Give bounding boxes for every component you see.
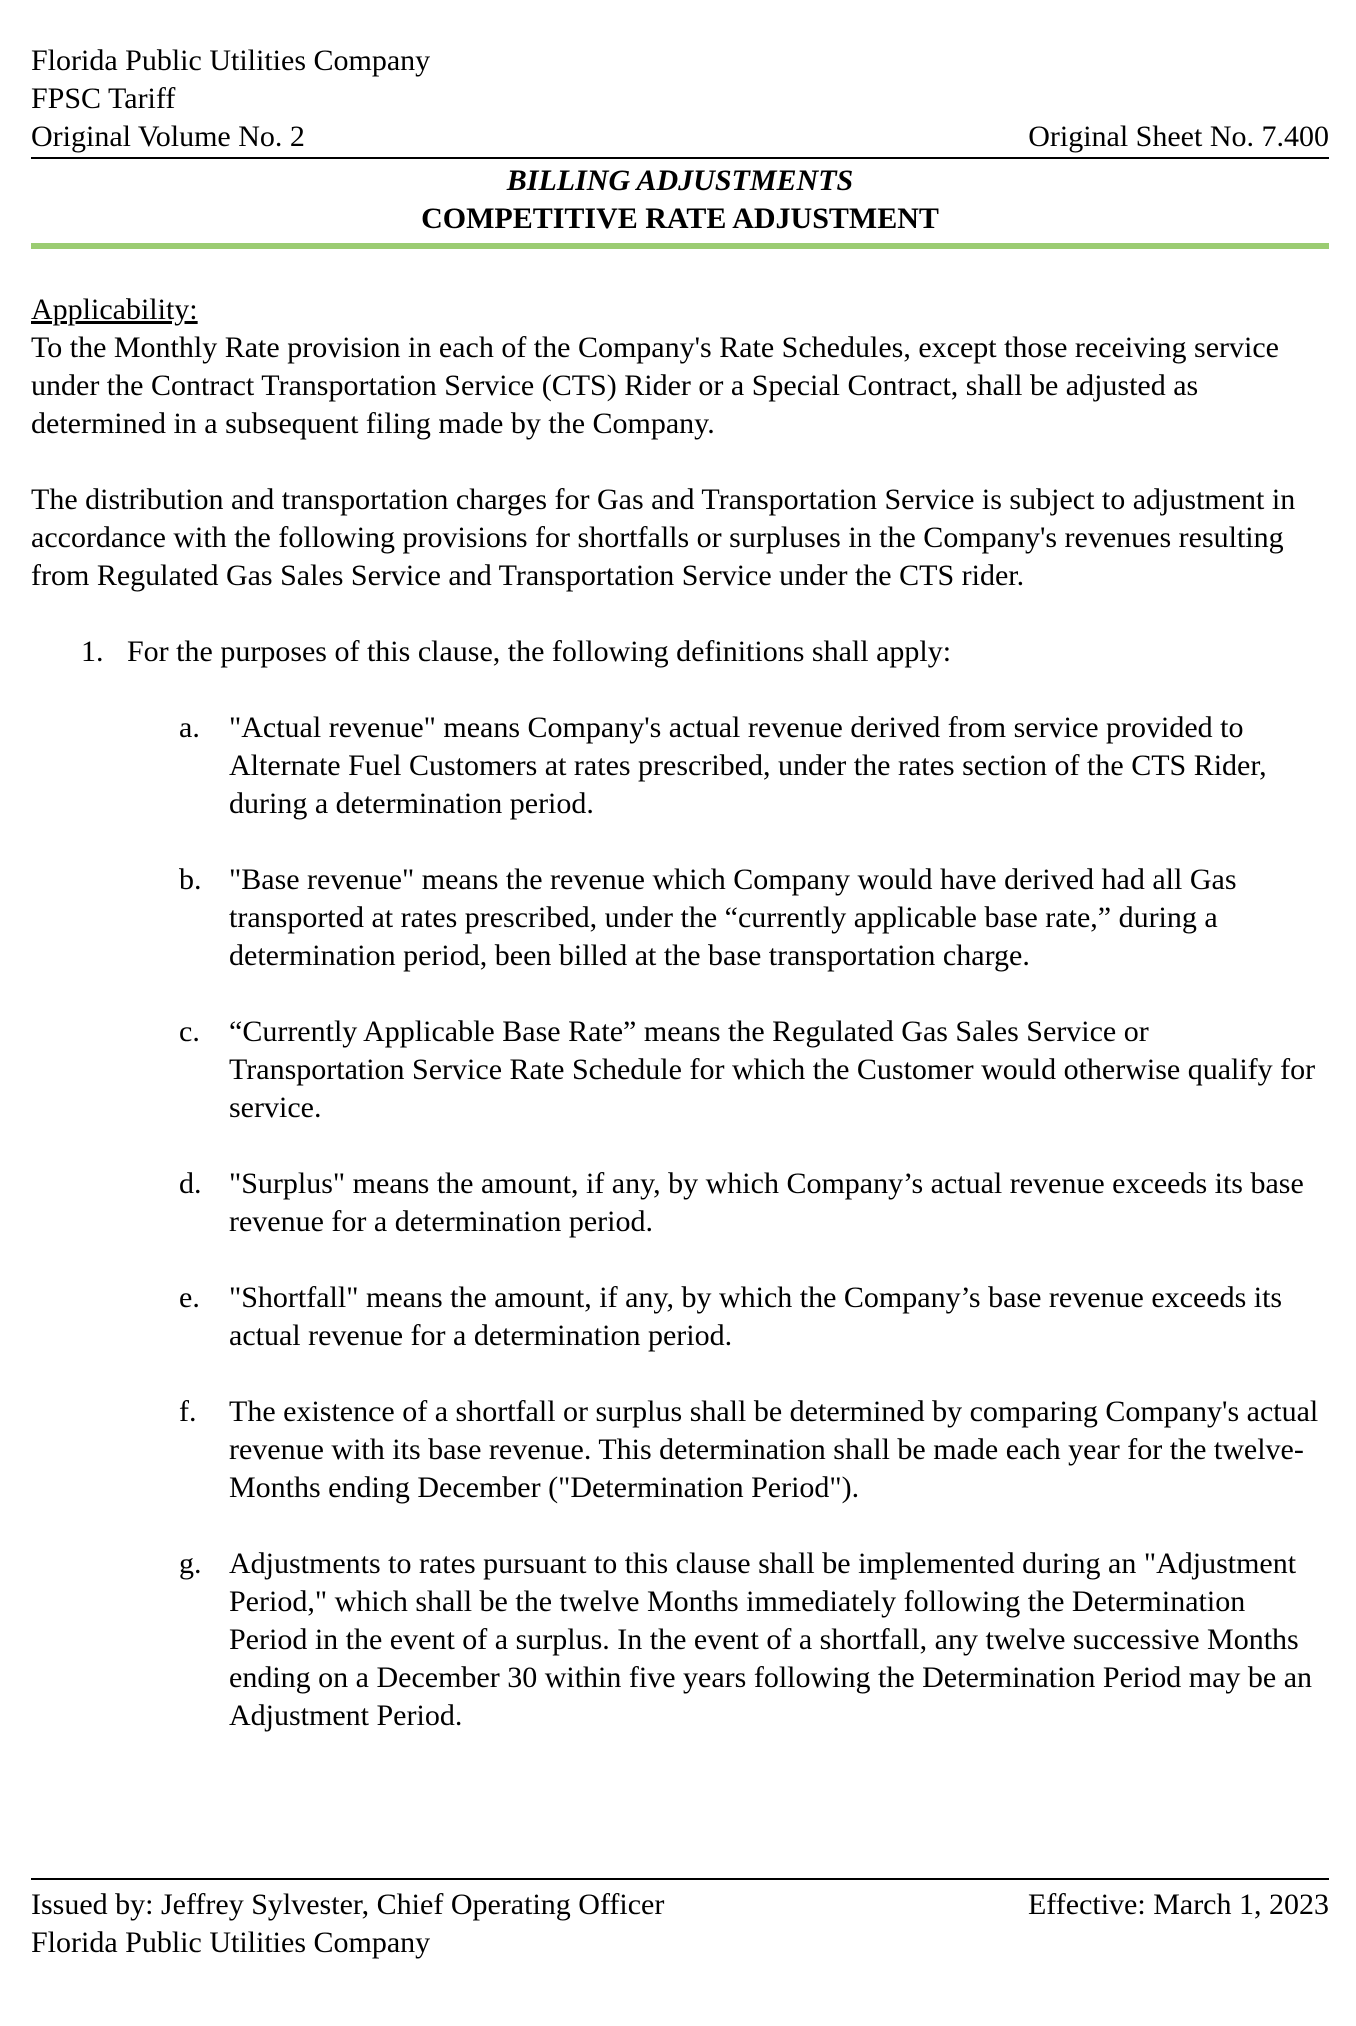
definition-item — [31, 1165, 1329, 1241]
definition-item — [31, 1279, 1329, 1355]
definition-text: "Base revenue" means the revenue which Company would have derived had all Gas transported at rates prescribed, under the “currently applicable base rate,” during a determination period, been billed at the base transportation charge. — [229, 863, 1237, 972]
applicability-heading: Applicability: — [31, 293, 198, 326]
header-rule — [31, 157, 1329, 159]
definition-letter: b. — [179, 863, 202, 896]
issued-by: Issued by: Jeffrey Sylvester, Chief Operating Officer — [31, 1888, 665, 1921]
page-footer — [31, 1878, 1329, 1962]
definitions-list — [31, 709, 1329, 1735]
definition-letter: a. — [179, 711, 200, 744]
header-volume: Original Volume No. 2 — [31, 120, 305, 153]
definition-text: The existence of a shortfall or surplus shall be determined by comparing Company's actual revenue with its base revenue. This determination shall be made each year for the twelve-Months ending December ("Determination Period"). — [229, 1395, 1319, 1504]
definition-item — [31, 1393, 1329, 1507]
definition-item — [31, 861, 1329, 975]
definition-text: “Currently Applicable Base Rate” means the Regulated Gas Sales Service or Transportation Service Rate Schedule for which the Customer would otherwise qualify for service. — [229, 1015, 1316, 1124]
title-block — [31, 162, 1329, 238]
header-tariff: FPSC Tariff — [31, 82, 176, 115]
definition-letter: d. — [179, 1167, 202, 1200]
footer-issued-row — [31, 1886, 1329, 1924]
item-text: For the purposes of this clause, the following definitions shall apply: — [127, 635, 952, 668]
effective-date: Effective: March 1, 2023 — [1027, 1888, 1329, 1921]
definition-text: "Surplus" means the amount, if any, by which Company’s actual revenue exceeds its base revenue for a determination period. — [229, 1167, 1304, 1238]
definition-letter: g. — [179, 1547, 202, 1580]
numbered-item-1 — [31, 633, 1329, 671]
definition-item — [31, 1013, 1329, 1127]
subject-title: COMPETITIVE RATE ADJUSTMENT — [421, 202, 939, 235]
accent-divider — [31, 243, 1329, 249]
section-title: BILLING ADJUSTMENTS — [506, 164, 854, 197]
tariff-page — [31, 42, 1329, 1773]
definition-letter: e. — [179, 1281, 200, 1314]
definition-item — [31, 1545, 1329, 1735]
paragraph-1: To the Monthly Rate provision in each of the Company's Rate Schedules, except those receiving service under the Contract Transportation Service (CTS) Rider or a Special Contract, shall be adjusted as determined in a subsequent filing made by the Company. — [31, 331, 1279, 440]
item-number: 1. — [81, 635, 104, 668]
definition-text: "Shortfall" means the amount, if any, by which the Company’s base revenue exceeds its actual revenue for a determination period. — [229, 1281, 1283, 1352]
header-volume-row — [31, 118, 1329, 156]
definition-letter: f. — [179, 1395, 197, 1428]
definition-text: "Actual revenue" means Company's actual revenue derived from service provided to Alternate Fuel Customers at rates prescribed, under the rates section of the CTS Rider, during a determination period. — [229, 711, 1267, 820]
footer-rule — [31, 1878, 1329, 1880]
definition-letter: c. — [179, 1015, 200, 1048]
definition-text: Adjustments to rates pursuant to this clause shall be implemented during an "Adjustment Period," which shall be the twelve Months immediately following the Determination Period in the event of a surplus. In the event of a shortfall, any twelve successive Months ending on a December 30 within five years following the Determination Period may be an Adjustment Period. — [229, 1547, 1313, 1732]
header-company: Florida Public Utilities Company — [31, 44, 431, 77]
footer-company: Florida Public Utilities Company — [31, 1926, 431, 1959]
paragraph-2: The distribution and transportation charges for Gas and Transportation Service is subject to adjustment in accordance with the following provisions for shortfalls or surpluses in the Company's revenues resulting from Regulated Gas Sales Service and Transportation Service under the CTS rider. — [31, 483, 1296, 592]
definition-item — [31, 709, 1329, 823]
header-sheet-number: Original Sheet No. 7.400 — [1028, 120, 1329, 153]
